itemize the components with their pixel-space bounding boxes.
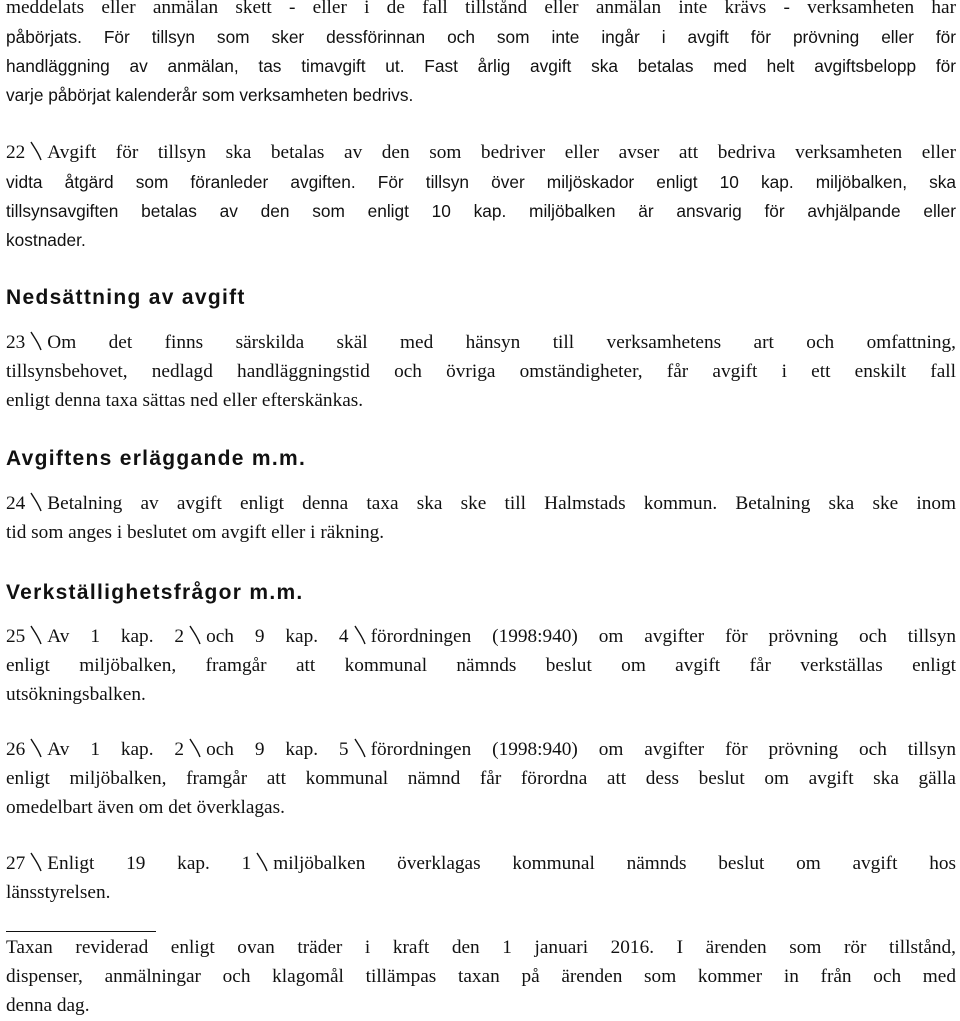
text-line: dispenser, anmälningar och klagomål tillämpas taxan på ärenden som kommer in från och med: [6, 966, 956, 987]
section-sign-icon: [255, 851, 269, 873]
paragraph-text: Avgift för tillsyn ska betalas av den som bedriver eller avser att bedriva verksamheten eller: [47, 142, 956, 163]
section-sign-icon: [353, 624, 367, 646]
text-line: [6, 736, 956, 764]
text-line: enligt miljöbalken, framgår att kommunal nämnds beslut om avgift får verkställas enligt: [6, 655, 956, 676]
paragraph-text: Om det finns särskilda skäl med hänsyn till verksamhetens art och omfattning,: [47, 332, 956, 353]
section-sign-icon: [188, 737, 202, 759]
text-line: [6, 850, 956, 878]
text-line: länsstyrelsen.: [6, 882, 111, 903]
text-line: utsökningsbalken.: [6, 684, 146, 705]
paragraph-number: 27: [6, 853, 26, 874]
text-line: enligt miljöbalken, framgår att kommunal nämnd får förordna att dess beslut om avgift ska gälla: [6, 768, 956, 789]
paragraph-number: 24: [6, 493, 26, 514]
section-sign-icon: [29, 140, 43, 162]
paragraph-number: 22: [6, 142, 26, 163]
paragraph-text: Betalning av avgift enligt denna taxa ska ske till Halmstads kommun. Betalning ska ske inom: [47, 493, 956, 514]
text-line: [6, 623, 956, 651]
text-line: vidta åtgärd som föranleder avgiften. För tillsyn över miljöskador enligt 10 kap. miljöbalken, ska: [6, 172, 956, 192]
text-line: denna dag.: [6, 995, 90, 1016]
section-sign-icon: [29, 851, 43, 873]
heading-verkstallighet: Verkställighetsfrågor m.m.: [6, 581, 304, 604]
text-line: handläggning av anmälan, tas timavgift ut. Fast årlig avgift ska betalas med helt avgiftsbelopp för: [6, 56, 956, 76]
text-line: [6, 329, 956, 357]
paragraph-text: och 9 kap. 4: [206, 626, 349, 647]
text-line: påbörjats. För tillsyn som sker dessförinnan och som inte ingår i avgift för prövning eller för: [6, 27, 956, 47]
paragraph-text: miljöbalken överklagas kommunal nämnds beslut om avgift hos: [273, 853, 956, 874]
paragraph-text: Av 1 kap. 2: [47, 626, 185, 647]
text-line: tillsynsavgiften betalas av den som enligt 10 kap. miljöbalken är ansvarig för avhjälpande eller: [6, 201, 956, 221]
text-line: varje påbörjat kalenderår som verksamheten bedrivs.: [6, 85, 414, 105]
heading-nedsattning: Nedsättning av avgift: [6, 286, 246, 309]
text-line: enligt denna taxa sättas ned eller efterskänkas.: [6, 390, 364, 411]
paragraph-number: 25: [6, 626, 26, 647]
paragraph-text: förordningen (1998:940) om avgifter för prövning och tillsyn: [370, 739, 956, 760]
text-line: Taxan reviderad enligt ovan träder i kraft den 1 januari 2016. I ärenden som rör tillstånd,: [6, 937, 956, 958]
section-sign-icon: [29, 491, 43, 513]
footnote-rule: [6, 931, 156, 932]
paragraph-number: 23: [6, 332, 26, 353]
paragraph-text: förordningen (1998:940) om avgifter för prövning och tillsyn: [370, 626, 956, 647]
section-sign-icon: [353, 737, 367, 759]
section-sign-icon: [29, 330, 43, 352]
paragraph-text: Av 1 kap. 2: [47, 739, 185, 760]
text-line: [6, 139, 956, 167]
text-line: omedelbart även om det överklagas.: [6, 797, 285, 818]
text-line: [6, 490, 956, 518]
text-line: kostnader.: [6, 230, 86, 250]
text-line: tillsynsbehovet, nedlagd handläggningstid och övriga omständigheter, får avgift i ett enskilt fall: [6, 361, 956, 382]
section-sign-icon: [188, 624, 202, 646]
paragraph-text: och 9 kap. 5: [206, 739, 349, 760]
paragraph-number: 26: [6, 739, 26, 760]
text-line: tid som anges i beslutet om avgift eller i räkning.: [6, 522, 385, 543]
text-line: meddelats eller anmälan skett - eller i de fall tillstånd eller anmälan inte krävs - verksamheten har: [6, 0, 956, 18]
heading-erlaggande: Avgiftens erläggande m.m.: [6, 447, 307, 470]
section-sign-icon: [29, 624, 43, 646]
paragraph-text: Enligt 19 kap. 1: [47, 853, 252, 874]
section-sign-icon: [29, 737, 43, 759]
